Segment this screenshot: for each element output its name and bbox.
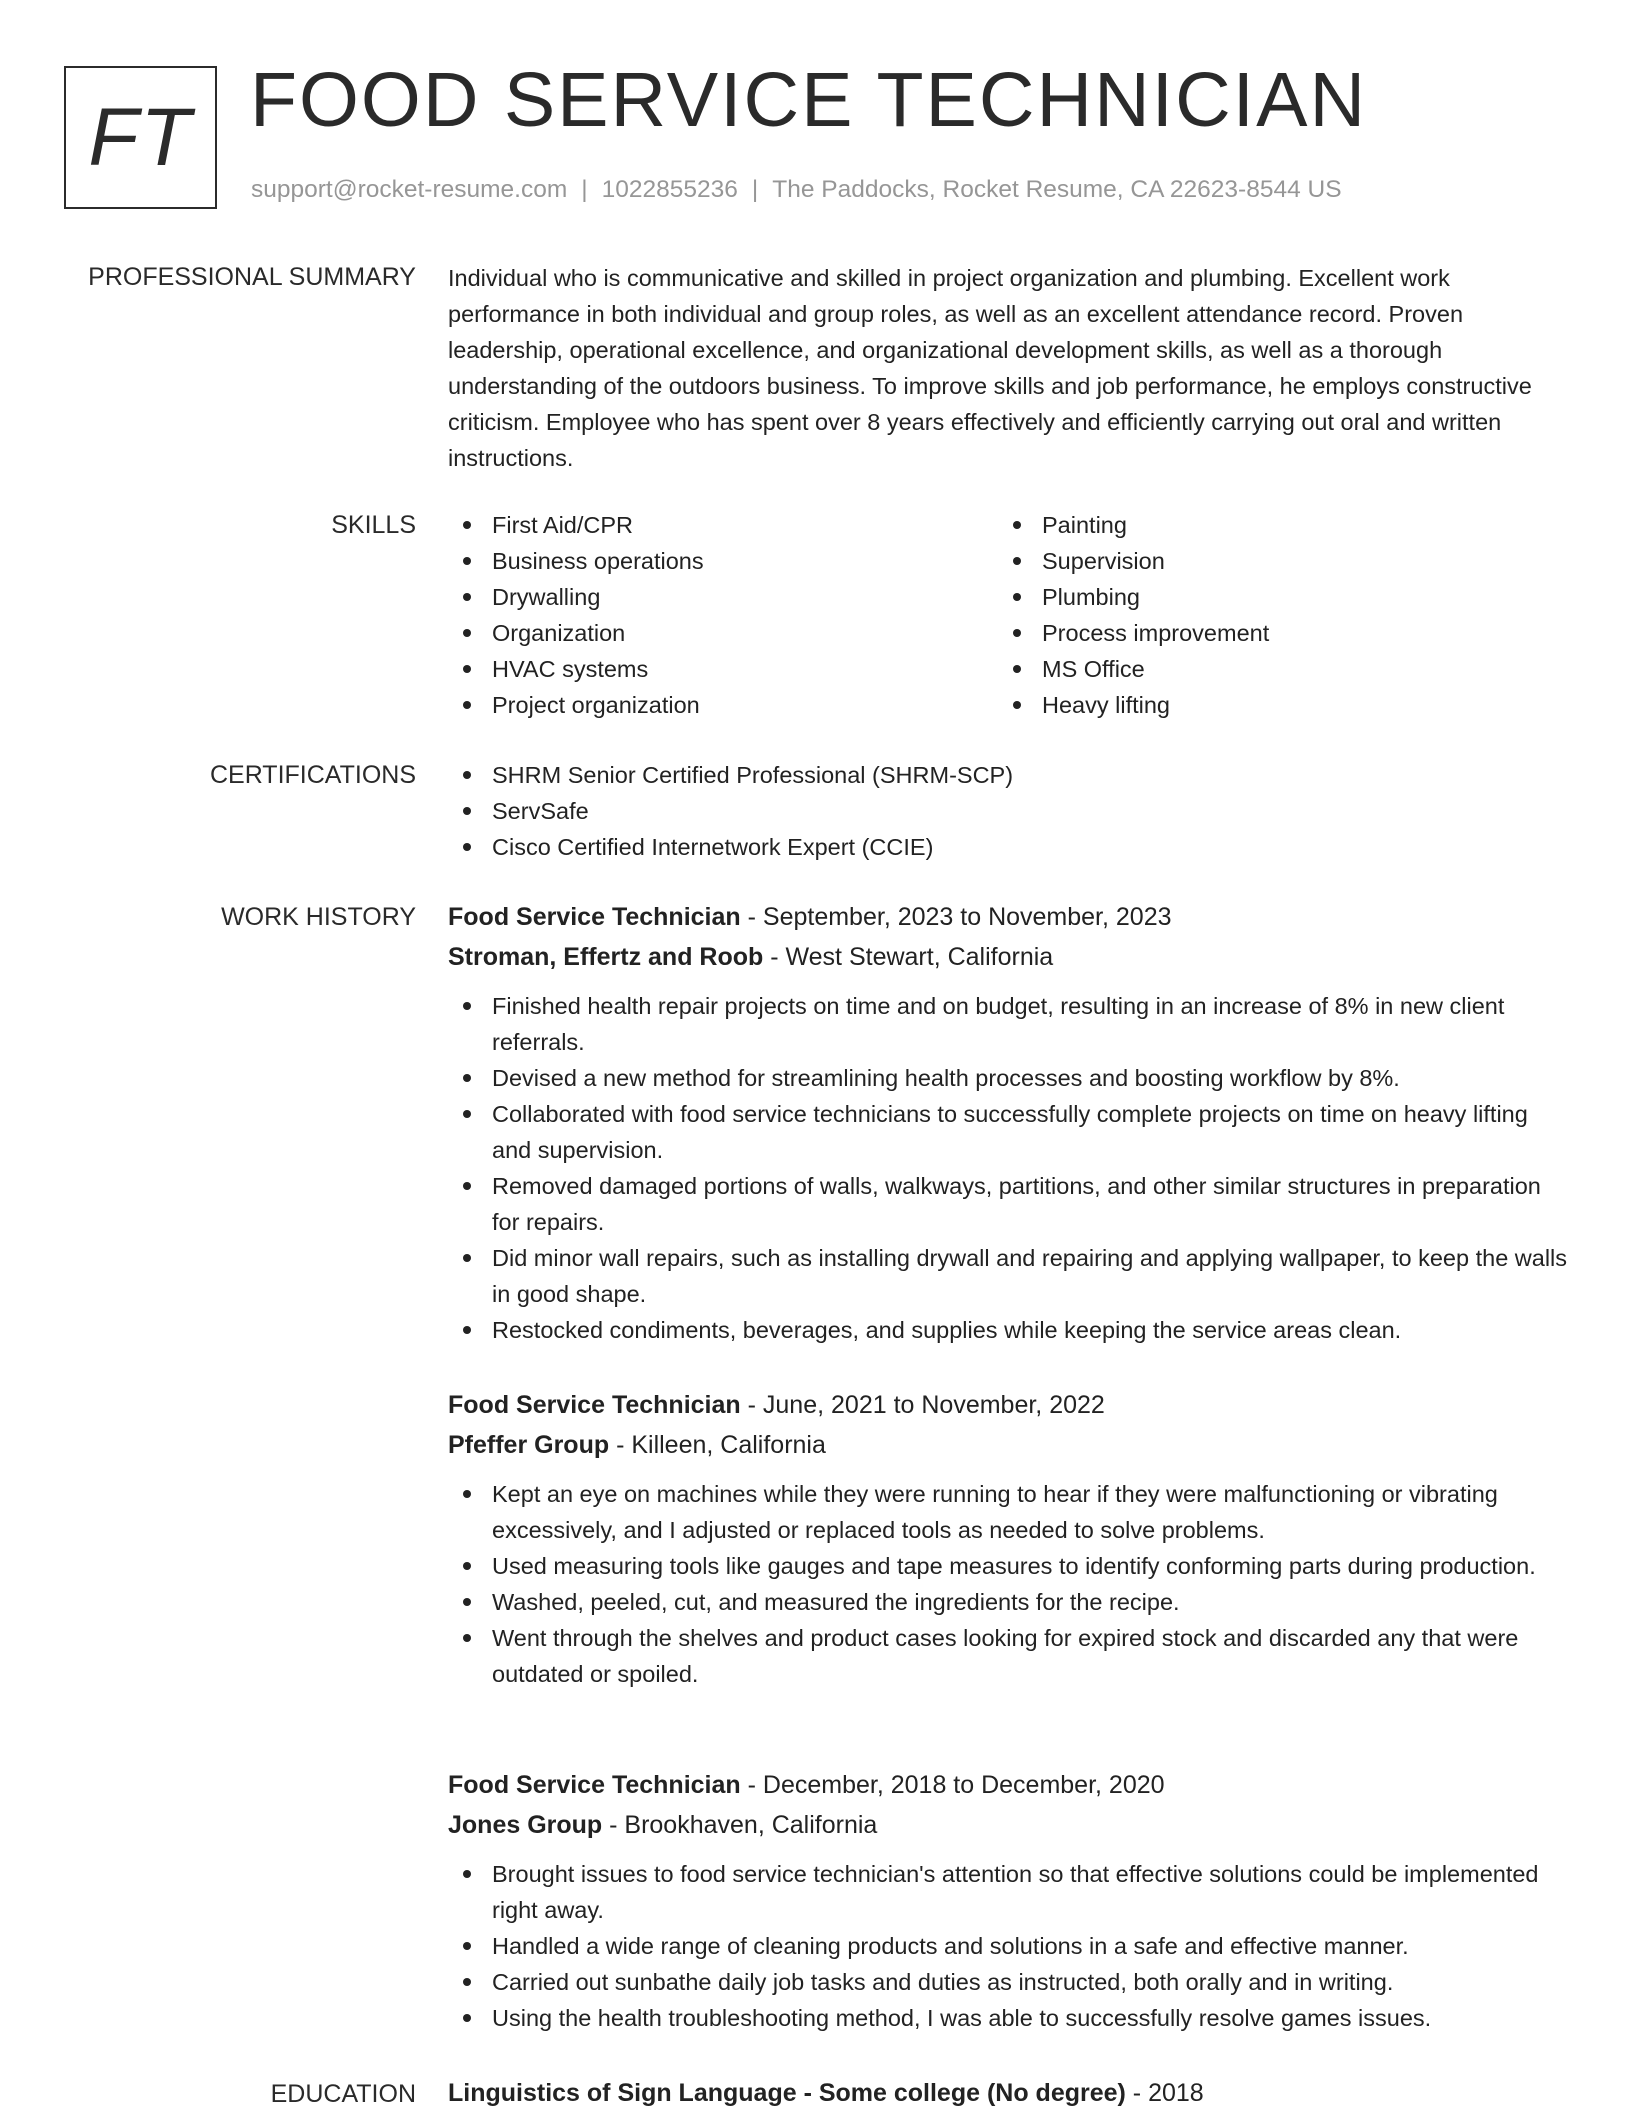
education-line <box>448 2073 1568 2112</box>
job-employer-line <box>448 1805 1568 1845</box>
job-employer: Pfeffer Group <box>448 1431 610 1459</box>
monogram-initials: FT <box>88 91 193 183</box>
job-title: Food Service Technician <box>448 903 741 931</box>
skill-item: MS Office <box>998 651 1548 687</box>
job-dates: - June, 2021 to November, 2022 <box>740 1391 1105 1419</box>
skills-section <box>448 507 1568 723</box>
skills-grid <box>448 507 1568 723</box>
certification-item: ServSafe <box>448 793 1568 829</box>
section-label-certifications: CERTIFICATIONS <box>209 761 416 789</box>
certification-item: Cisco Certified Internetwork Expert (CCIE) <box>448 829 1568 865</box>
skill-item: Project organization <box>448 687 998 723</box>
job-employer-line <box>448 937 1568 977</box>
certification-item: SHRM Senior Certified Professional (SHRM-SCP) <box>448 757 1568 793</box>
contact-email[interactable]: support@rocket-resume.com <box>251 176 568 203</box>
job-bullet: Brought issues to food service technician's attention so that effective solutions could be implemented right away. <box>448 1856 1568 1928</box>
job-location: - Brookhaven, California <box>602 1811 878 1839</box>
job-bullet: Carried out sunbathe daily job tasks and duties as instructed, both orally and in writing. <box>448 1964 1568 2000</box>
skill-item: HVAC systems <box>448 651 998 687</box>
job-employer: Jones Group <box>448 1811 603 1839</box>
job-bullet: Used measuring tools like gauges and tape measures to identify conforming parts during production. <box>448 1548 1568 1584</box>
skill-item: Supervision <box>998 543 1548 579</box>
skill-item: Heavy lifting <box>998 687 1548 723</box>
skill-item: Business operations <box>448 543 998 579</box>
skills-list-right <box>998 507 1548 723</box>
contact-address: The Paddocks, Rocket Resume, CA 22623-8544 US <box>772 176 1342 203</box>
job-title: Food Service Technician <box>448 1391 741 1419</box>
skill-item: Plumbing <box>998 579 1548 615</box>
resume-title: FOOD SERVICE TECHNICIAN <box>250 57 1368 143</box>
job-bullet: Went through the shelves and product cases looking for expired stock and discarded any that were outdated or spoiled. <box>448 1620 1568 1692</box>
job-entry <box>448 1765 1568 2036</box>
job-entry <box>448 1385 1568 1692</box>
job-location: - Killeen, California <box>609 1431 826 1459</box>
skill-item: Drywalling <box>448 579 998 615</box>
job-dates: - December, 2018 to December, 2020 <box>740 1771 1165 1799</box>
job-employer-line <box>448 1425 1568 1465</box>
job-title-line <box>448 897 1568 937</box>
section-label-education: EDUCATION <box>270 2080 416 2108</box>
job-title: Food Service Technician <box>448 1771 741 1799</box>
skill-item: Process improvement <box>998 615 1548 651</box>
job-location: - West Stewart, California <box>763 943 1054 971</box>
job-bullet: Finished health repair projects on time and on budget, resulting in an increase of 8% in new client referrals. <box>448 988 1568 1060</box>
job-bullets <box>448 1476 1568 1692</box>
certifications-list <box>448 757 1568 865</box>
job-entry <box>448 897 1568 1348</box>
job-bullets <box>448 1856 1568 2036</box>
job-bullets <box>448 988 1568 1348</box>
job-employer: Stroman, Effertz and Roob <box>448 943 764 971</box>
skills-list-left <box>448 507 998 723</box>
education-degree: Linguistics of Sign Language - Some college (No degree) <box>448 2079 1126 2107</box>
job-bullet: Kept an eye on machines while they were running to hear if they were malfunctioning or vibrating excessively, and I adjusted or replaced tools as needed to solve problems. <box>448 1476 1568 1548</box>
contact-separator: | <box>581 176 588 203</box>
job-bullet: Devised a new method for streamlining health processes and boosting workflow by 8%. <box>448 1060 1568 1096</box>
contact-line <box>251 176 1342 204</box>
skill-item: Painting <box>998 507 1548 543</box>
job-bullet: Collaborated with food service technicians to successfully complete projects on time on heavy lifting and supervision. <box>448 1096 1568 1168</box>
education-year: - 2018 <box>1125 2079 1204 2107</box>
summary-text: Individual who is communicative and skilled in project organization and plumbing. Excellent work performance in both individual and group roles, as well as an excellent attendance record. Proven leadership, operational excellence, and organizational development skills, as well as a thorough understanding of the outdoors business. To improve skills and job performance, he employs constructive criticism. Employee who has spent over 8 years effectively and efficiently carrying out oral and written instructions. <box>448 265 1532 471</box>
section-label-skills: SKILLS <box>331 511 416 539</box>
job-bullet: Using the health troubleshooting method, I was able to successfully resolve games issues. <box>448 2000 1568 2036</box>
job-bullet: Removed damaged portions of walls, walkways, partitions, and other similar structures in preparation for repairs. <box>448 1168 1568 1240</box>
section-label-work-history: WORK HISTORY <box>221 903 416 931</box>
section-label-summary: PROFESSIONAL SUMMARY <box>88 263 416 291</box>
job-bullet: Washed, peeled, cut, and measured the ingredients for the recipe. <box>448 1584 1568 1620</box>
job-bullet: Did minor wall repairs, such as installing drywall and repairing and applying wallpaper, to keep the walls in good shape. <box>448 1240 1568 1312</box>
certifications-section <box>448 757 1568 865</box>
job-bullet: Handled a wide range of cleaning products and solutions in a safe and effective manner. <box>448 1928 1568 1964</box>
skill-item: Organization <box>448 615 998 651</box>
job-dates: - September, 2023 to November, 2023 <box>740 903 1172 931</box>
monogram-box <box>64 66 217 209</box>
job-bullet: Restocked condiments, beverages, and supplies while keeping the service areas clean. <box>448 1312 1568 1348</box>
skill-item: First Aid/CPR <box>448 507 998 543</box>
job-title-line <box>448 1385 1568 1425</box>
contact-separator: | <box>751 176 759 203</box>
job-title-line <box>448 1765 1568 1805</box>
contact-phone[interactable]: 1022855236 <box>601 176 738 203</box>
